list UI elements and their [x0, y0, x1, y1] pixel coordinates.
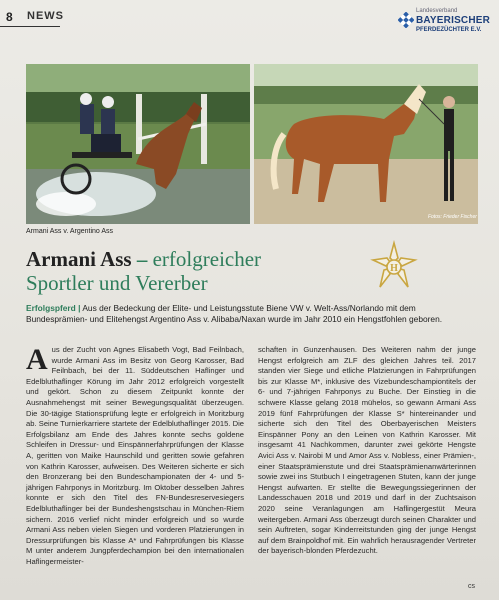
- photo-carriage-driving: [26, 64, 250, 224]
- photo-credit: Fotos: Frieder Fischer: [428, 214, 477, 220]
- page-header: [0, 0, 499, 34]
- logo-sub-text: PFERDEZÜCHTER E.V.: [416, 27, 482, 33]
- author-signature: cs: [468, 583, 475, 590]
- drop-cap: A: [26, 343, 48, 376]
- article-headline: [26, 247, 356, 295]
- haflinger-edelweiss-emblem: [370, 240, 418, 294]
- logo-main-text: BAYERISCHER: [416, 15, 491, 26]
- body-column-2: [258, 345, 476, 557]
- page-number: 8: [6, 10, 13, 24]
- svg-text:H: H: [390, 263, 398, 274]
- body-column-2-text: schaften in Gunzenhausen. Des Weiteren nahm der junge Hengst erfolgreich am ZLF des gleichen Jahres teil. 2017 standen vier Siege und etliche Platzierungen in Fahrprüfungen bis zur Klasse M*, inklusive des Vizebundeschampiontitels der 6- und 7-jährigen Fahrponys zu Buche. Der Einstieg in die schwere Klasse gelang 2018 mühelos, so gewann Armani Ass 2019 fünf Fahrprüfungen der Klasse S* hintereinander und sicherte sich den Titel des Oberbayerischen Meisters Einspänner Pony an den Leinen von Kathrin Karosser. Mit insgesamt 41 Nachkommen, darunter zwei gekörte Hengste Avici Ass v. Nairobi M und Amor Ass v. Nobless, einer Prämien-, einer Staatsprämienstute und drei Staatsprämienanwärterinnen sowie zwei ins Stutbuch I eingetragenen Stuten, kann der junge Hengst aufwarten. Er stellte die Bewegungssiegerinnen der Landesschauen 2018 und 2019 und darf in der Zuchtsaison 2020 seine Veranlagungen am Haflingergestüt Meura weitergeben. Armani Ass überzeugt durch seinen Charakter und sein Auftreten, sogar Kinderreitstunden ging der junge Hengst auf dem Brainpoldhof mit. Ein wahrlich herausragender Vertreter der bayerisch-blonden Pferdezucht.: [258, 345, 476, 556]
- body-column-1-text: us der Zucht von Agnes Elisabeth Vogt, Bad Feilnbach, wurde Armani Ass im Besitz von Georg Karosser, Bad Feilnbach, bei der 11. Süddeutschen Haflinger und Edelbluthaflinger Körung im Jahr 2012 erfolgreich vorgestellt und gekört. Schon zu diesem Zeitpunkt konnte der Ausnahmehengst mit seiner Bewegungsqualität überzeugen. Die 30-tägige Stationsprüfung legte er erfolgreich in Moritzburg ab. Seine Turnierkarriere startete der Edelbluthaflinger 2015. Die Erfolgsbilanz am Ende des Jahres konnte sechs goldene Schleifen in Dressur- und Einspännerfahrprüfungen der Klasse A, geritten von Maike Haunschild und geritten sowie gefahren von Kathrin Karosser, aufweisen. Des Weiteren sicherte er sich den Bronzerang bei den Bundeschampionaten der 4- und 5-jährigen Fahrponys in Moritzburg. Im Oktober desselben Jahres konnte er sich den Titel des FN-Bundesreservesiegers Edelbluthaflinger bei der Bundeshengstschau in München-Riem sichern. 2016 verlief nicht minder erfolgreich und so wurde Armani Ass neben vielen Siegen und vorderen Platzierungen in Dressurprüfungen bis Klasse A* und Fahrprüfungen bis Klasse M unter anderem Jungpferdechampion bei den internationalen Haflingermeister-: [26, 345, 244, 566]
- headline-dash: –: [131, 247, 153, 271]
- body-column-1: [26, 345, 244, 567]
- association-logo: [398, 6, 491, 36]
- lead-paragraph: [26, 303, 476, 324]
- header-rule: [0, 26, 60, 27]
- headline-subtitle: Sportler und Vererber: [26, 271, 208, 295]
- photo-caption: Armani Ass v. Argentino Ass: [26, 228, 114, 235]
- lead-text: Aus der Bedeckung der Elite- und Leistungsstute Biene VW v. Welt-Ass/Norlando mit dem Bundesprämien- und Elitehengst Argentino Ass v. Alibaba/Naxan wurde im Jahr 2010 ein Hengstfohlen geboren.: [26, 303, 443, 324]
- headline-title: Armani Ass: [26, 247, 132, 271]
- edelweiss-h-icon: [370, 240, 418, 294]
- photo-horse-presentation: [254, 64, 478, 224]
- lead-keyword: Erfolgspferd |: [26, 303, 81, 313]
- headline-line-1: [26, 247, 356, 271]
- section-label: NEWS: [27, 10, 64, 22]
- logo-small-text: Landesverband: [416, 8, 458, 14]
- lozenge-flag-icon: [398, 12, 414, 28]
- headline-title-rest: erfolgreicher: [152, 247, 262, 271]
